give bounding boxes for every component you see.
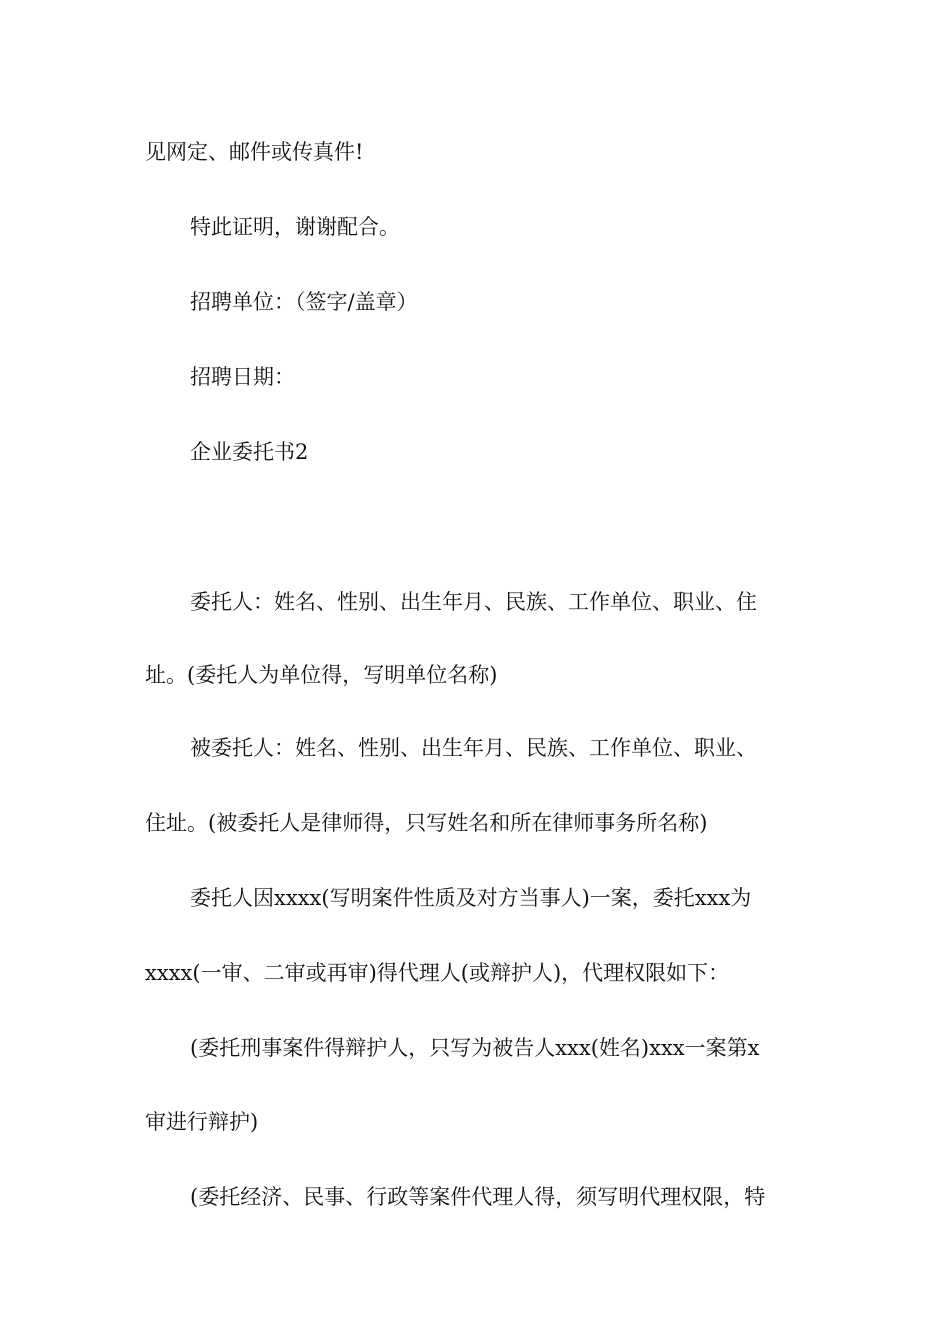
paragraph-line: 被委托人：姓名、性别、出生年月、民族、工作单位、职业、 [190,736,757,760]
paragraph-line: 招聘单位：（签字/盖章） [190,290,418,314]
paragraph-line: 见网定、邮件或传真件! [145,140,364,164]
section-heading: 企业委托书2 [190,440,309,464]
paragraph-line: (委托经济、民事、行政等案件代理人得，须写明代理权限，特 [190,1185,766,1209]
paragraph-line: 址。(委托人为单位得，写明单位名称) [145,663,498,687]
paragraph-line: xxxx(一审、二审或再审)得代理人(或辩护人)，代理权限如下： [145,961,730,985]
paragraph-line: 委托人：姓名、性别、出生年月、民族、工作单位、职业、住 [190,590,757,614]
paragraph-line: 审进行辩护) [145,1110,259,1134]
paragraph-line: 特此证明，谢谢配合。 [190,215,400,239]
paragraph-line: (委托刑事案件得辩护人，只写为被告人xxx(姓名)xxx一案第x [190,1036,760,1060]
paragraph-line: 委托人因xxxx(写明案件性质及对方当事人)一案，委托xxx为 [190,886,752,910]
paragraph-line: 住址。(被委托人是律师得，只写姓名和所在律师事务所名称) [145,811,708,835]
paragraph-line: 招聘日期： [190,365,295,389]
